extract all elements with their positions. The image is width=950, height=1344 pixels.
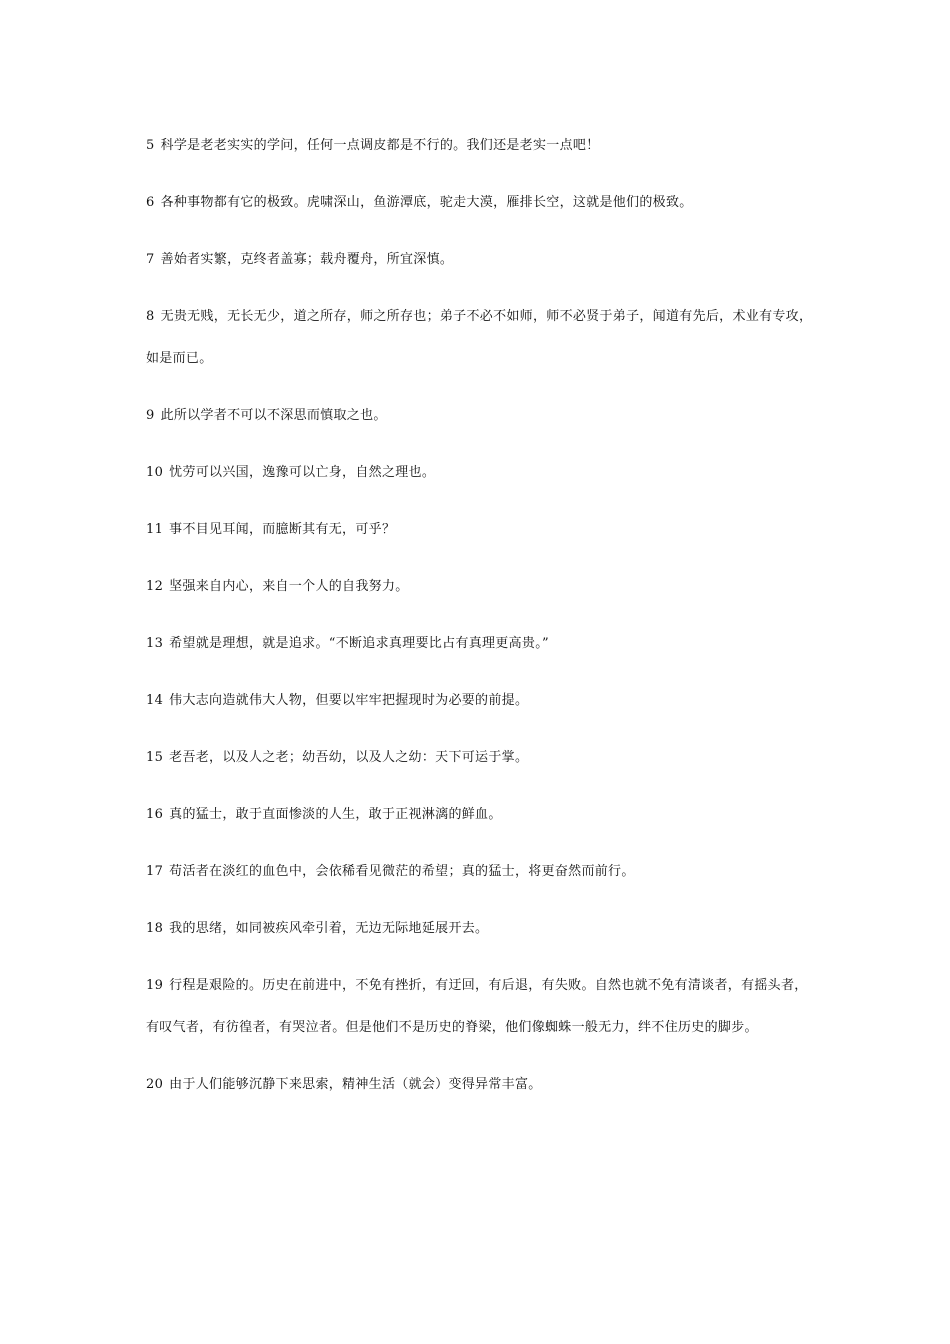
quote-text: 无贵无贱，无长无少，道之所存，师之所存也；弟子不必不如师，师不必贤于弟子，闻道有先后，术业有专攻，如是而已。 bbox=[146, 309, 813, 366]
quote-number: 17 bbox=[146, 864, 164, 879]
quote-number: 14 bbox=[146, 693, 164, 708]
quote-text: 希望就是理想，就是追求。“不断追求真理要比占有真理更高贵。” bbox=[169, 636, 549, 651]
quote-item bbox=[146, 623, 814, 665]
quote-number: 9 bbox=[146, 408, 155, 423]
quote-number: 19 bbox=[146, 978, 164, 993]
quote-text: 各种事物都有它的极致。虎啸深山，鱼游潭底，驼走大漠，雁排长空，这就是他们的极致。 bbox=[160, 195, 693, 210]
quote-item bbox=[146, 851, 814, 893]
quote-number: 8 bbox=[146, 309, 155, 324]
quote-number: 5 bbox=[146, 138, 155, 153]
quote-text: 此所以学者不可以不深思而慎取之也。 bbox=[160, 408, 387, 423]
quote-text: 忧劳可以兴国，逸豫可以亡身，自然之理也。 bbox=[169, 465, 436, 480]
quote-item bbox=[146, 509, 814, 551]
quote-item bbox=[146, 182, 814, 224]
quote-number: 7 bbox=[146, 252, 155, 267]
quote-item bbox=[146, 395, 814, 437]
quote-item bbox=[146, 908, 814, 950]
quote-number: 15 bbox=[146, 750, 164, 765]
quote-number: 6 bbox=[146, 195, 155, 210]
quote-text: 真的猛士，敢于直面惨淡的人生，敢于正视淋漓的鲜血。 bbox=[169, 807, 502, 822]
quote-text: 我的思绪，如同被疾风牵引着，无边无际地延展开去。 bbox=[169, 921, 489, 936]
quote-item bbox=[146, 794, 814, 836]
quote-item bbox=[146, 737, 814, 779]
quote-number: 10 bbox=[146, 465, 164, 480]
quote-item bbox=[146, 452, 814, 494]
quote-number: 16 bbox=[146, 807, 164, 822]
quote-number: 11 bbox=[146, 522, 164, 537]
quote-item bbox=[146, 125, 814, 167]
quote-number: 13 bbox=[146, 636, 164, 651]
quote-list bbox=[146, 125, 814, 1121]
quote-item bbox=[146, 1064, 814, 1106]
quote-item bbox=[146, 239, 814, 281]
quote-item bbox=[146, 296, 814, 380]
quote-text: 科学是老老实实的学问，任何一点调皮都是不行的。我们还是老实一点吧！ bbox=[160, 138, 600, 153]
quote-number: 20 bbox=[146, 1077, 164, 1092]
quote-text: 善始者实繁，克终者盖寡；载舟覆舟，所宜深慎。 bbox=[160, 252, 454, 267]
quote-item bbox=[146, 566, 814, 608]
quote-text: 由于人们能够沉静下来思索，精神生活（就会）变得异常丰富。 bbox=[169, 1077, 542, 1092]
quote-text: 坚强来自内心，来自一个人的自我努力。 bbox=[169, 579, 409, 594]
quote-item bbox=[146, 680, 814, 722]
quote-text: 伟大志向造就伟大人物，但要以牢牢把握现时为必要的前提。 bbox=[169, 693, 529, 708]
quote-text: 老吾老，以及人之老；幼吾幼，以及人之幼：天下可运于掌。 bbox=[169, 750, 529, 765]
quote-text: 苟活者在淡红的血色中，会依稀看见微茫的希望；真的猛士，将更奋然而前行。 bbox=[169, 864, 635, 879]
quote-number: 12 bbox=[146, 579, 164, 594]
quote-item bbox=[146, 965, 814, 1049]
quote-text: 行程是艰险的。历史在前进中，不免有挫折，有迂回，有后退，有失败。自然也就不免有清谈者，有摇头者，有叹气者，有彷徨者，有哭泣者。但是他们不是历史的脊梁，他们像蜘蛛一般无力，绊不住历史的脚步。 bbox=[146, 978, 808, 1035]
quote-text: 事不目见耳闻，而臆断其有无，可乎？ bbox=[169, 522, 396, 537]
quote-number: 18 bbox=[146, 921, 164, 936]
